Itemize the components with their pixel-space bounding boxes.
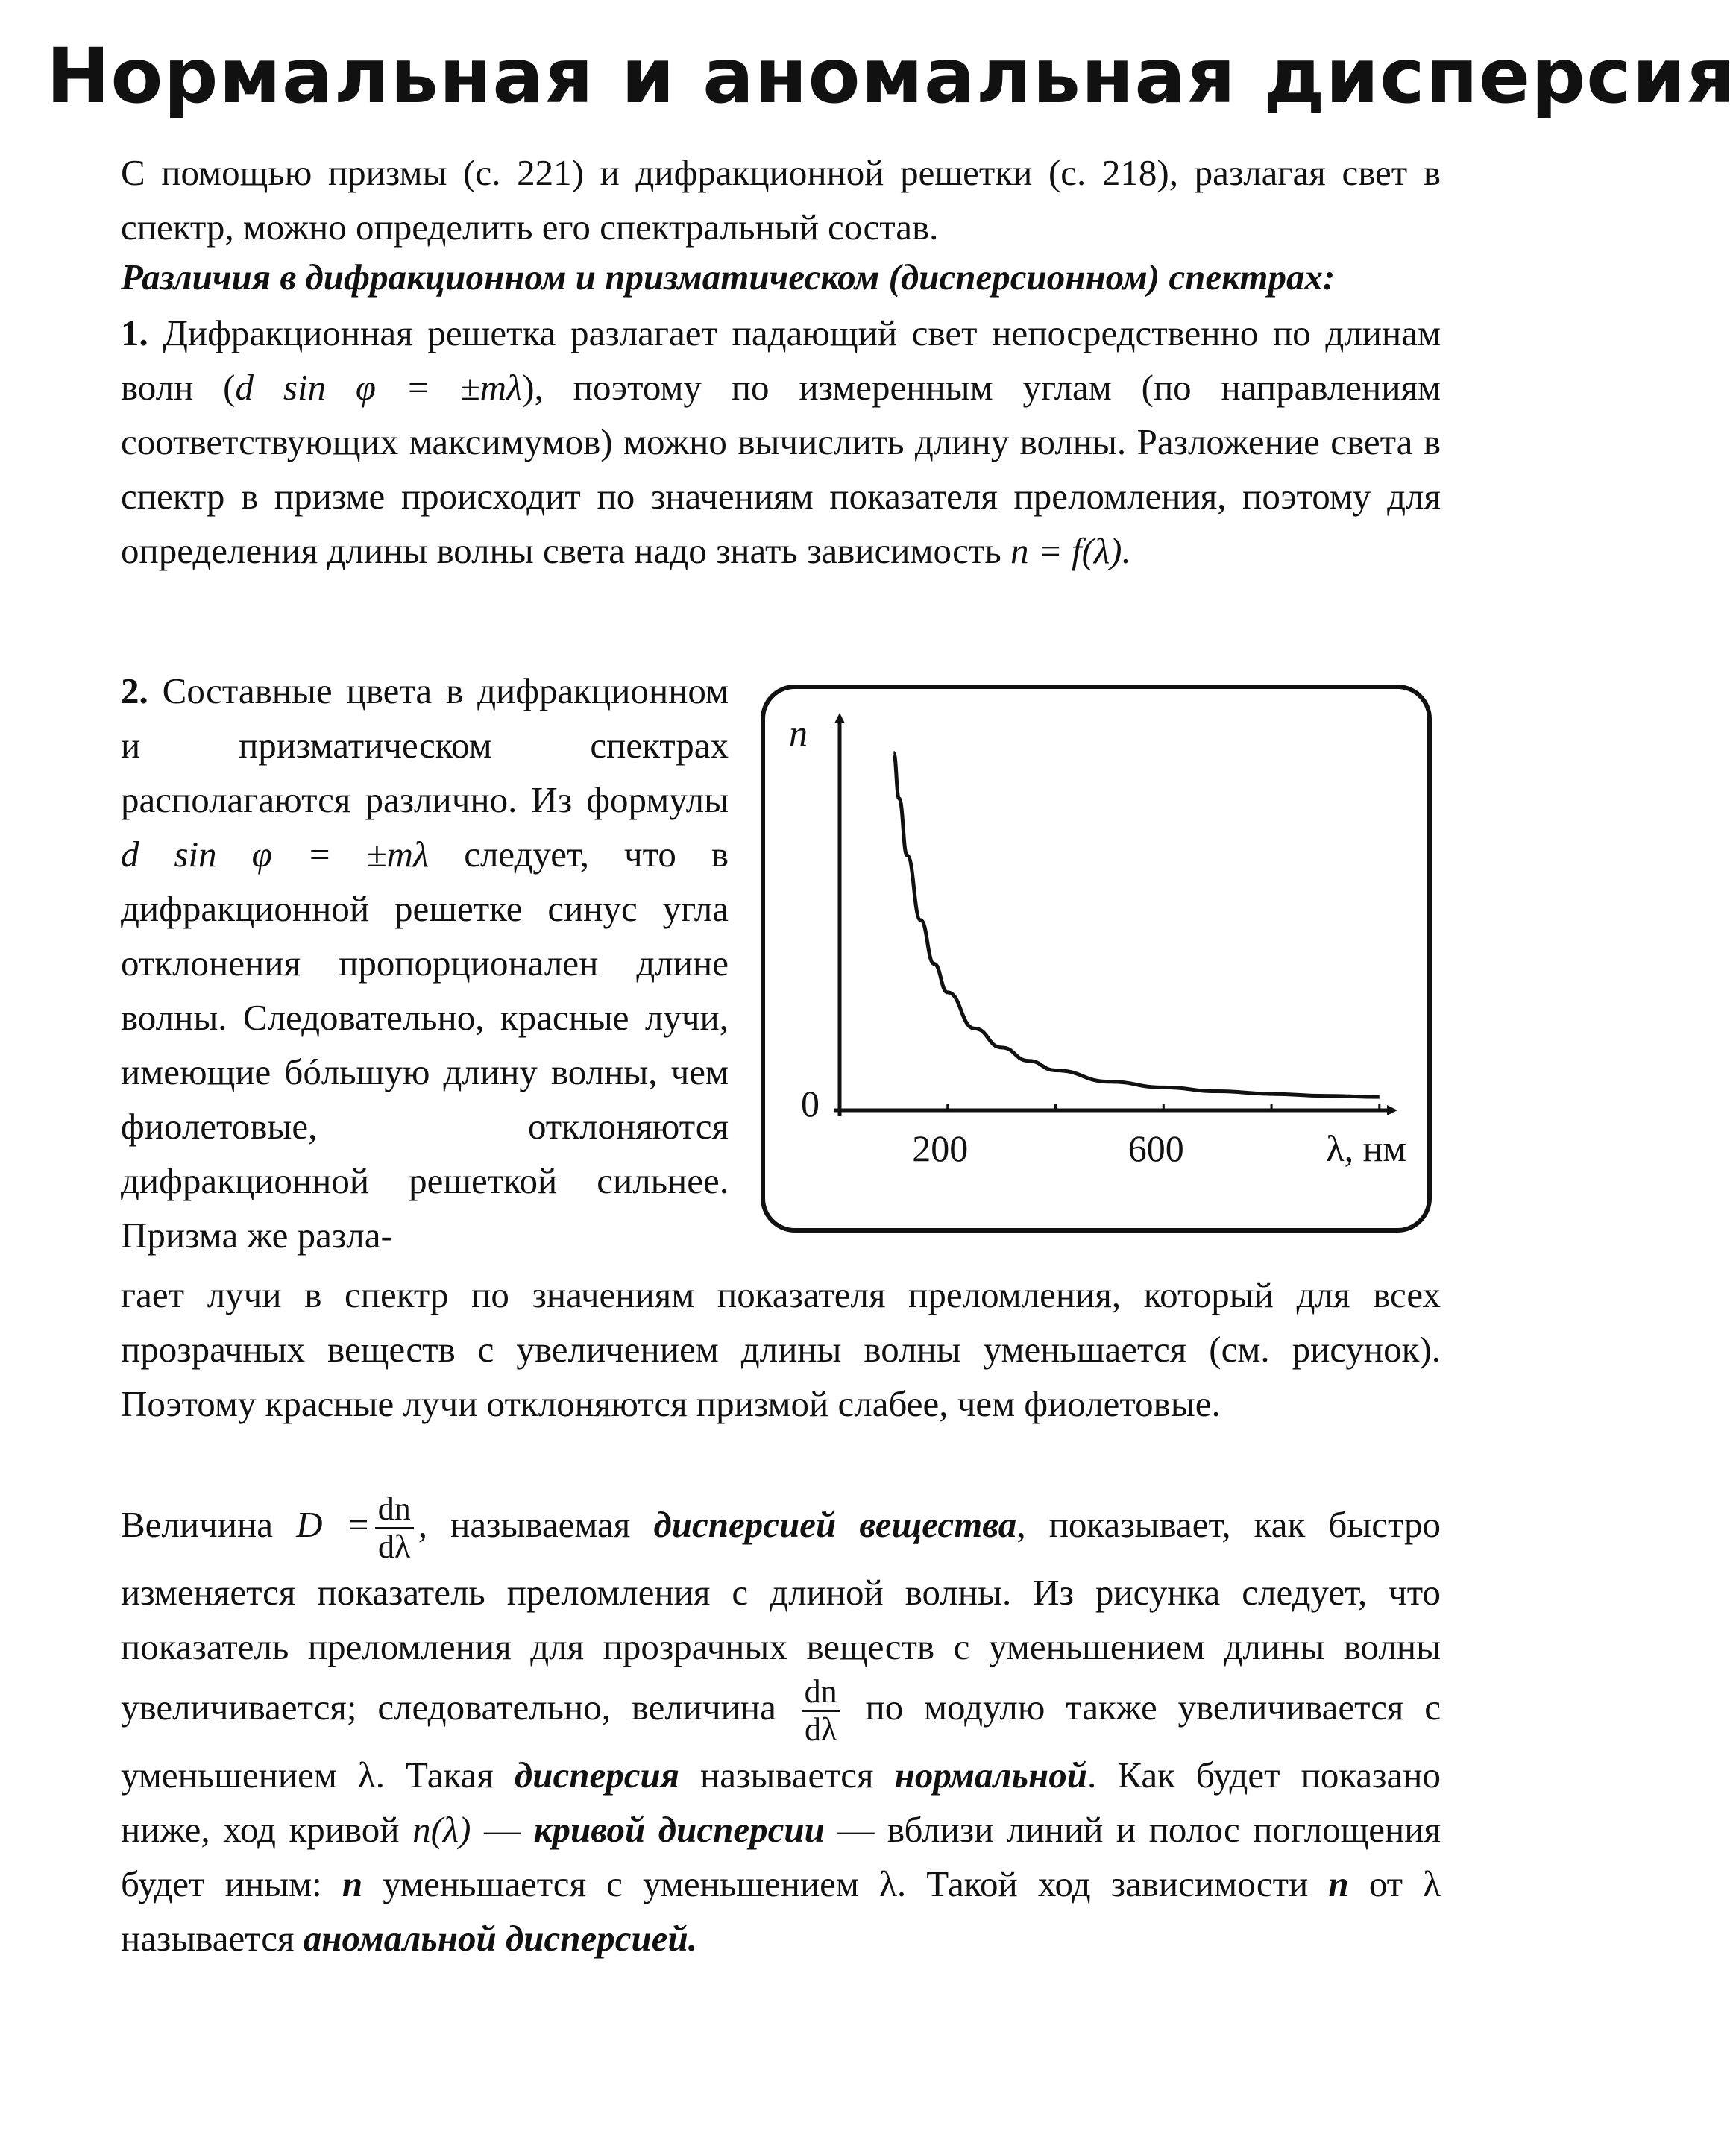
item-1-text-b: ), поэтому по измеренным углам (по направлениям соответствующих максимумов) можно вычислить длину волны. Разложение света в спектр в призме происходит по значениям показателя преломления, поэтому для определения длины волны света надо знать зависимость	[121, 367, 1441, 571]
differences-heading	[121, 250, 1441, 304]
item-1-text-a: Дифракционная решетка разлагает падающий свет непосредственно по длинам волн (	[121, 312, 1441, 408]
dispersion-var-n-2: n	[1328, 1863, 1349, 1904]
dispersion-term-4: кривой дисперсии	[533, 1809, 825, 1850]
x-tick-label-200: 200	[912, 1127, 969, 1169]
dispersion-formula-lhs: D =	[296, 1503, 371, 1545]
dispersion-fraction-2	[802, 1674, 840, 1748]
item-1-formula-2: n = f(λ).	[1010, 530, 1131, 571]
fraction-2-denominator: dλ	[805, 1711, 837, 1748]
dispersion-text-g: —	[484, 1809, 521, 1850]
dispersion-curve-name: n(λ)	[412, 1809, 471, 1850]
x-axis-label: λ, нм	[1326, 1127, 1406, 1169]
fraction-denominator: dλ	[378, 1529, 411, 1565]
item-1-formula: d sin φ = ±mλ	[235, 367, 523, 408]
item-2-text-b-continued: гает лучи в спектр по значениям показателя преломления, который для всех прозрачных веществ с увеличением длины волны уменьшается (см. рисунок). Поэтому красные лучи отклоняются призмой слабее, чем фиолетовые.	[121, 1274, 1441, 1424]
dispersion-text-e: называется	[700, 1755, 874, 1796]
dispersion-text-i: уменьшается с уменьшением λ. Такой ход зависимости	[383, 1863, 1309, 1904]
dispersion-text-j: от λ называется	[121, 1863, 1441, 1959]
dispersion-var-n: n	[342, 1863, 363, 1904]
x-tick-label-600: 600	[1128, 1127, 1184, 1169]
intro-paragraph: С помощью призмы (с. 221) и дифракционной решетки (с. 218), разлагая свет в спектр, можно определить его спектральный состав.	[121, 152, 1441, 248]
item-2-paragraph	[121, 664, 729, 1262]
item-1-number: 1.	[121, 312, 148, 353]
item-2-continuation	[121, 1268, 1441, 1431]
x-tick-labels	[912, 1127, 1184, 1169]
dispersion-fraction	[375, 1491, 414, 1565]
dispersion-text-a: Величина	[121, 1503, 273, 1545]
dispersion-text-h: — вблизи линий и полос поглощения будет иным:	[121, 1809, 1441, 1904]
dispersion-text-f: . Как будет показано ниже, ход кривой	[121, 1755, 1441, 1850]
fraction-2-numerator: dn	[802, 1674, 840, 1712]
dispersion-curve-figure	[761, 685, 1432, 1233]
fraction-numerator: dn	[375, 1491, 414, 1529]
dispersion-curve-line	[893, 753, 1379, 1098]
origin-label: 0	[801, 1083, 820, 1124]
dispersion-text-b: , называемая	[418, 1503, 631, 1545]
y-axis-label: n	[789, 712, 808, 754]
page-title: Нормальная и аномальная дисперсия	[46, 32, 1736, 121]
dispersion-term-2: дисперсия	[514, 1755, 679, 1796]
dispersion-text-c: , показывает, как быстро изменяется показатель преломления с длиной волны. Из рисунка следует, что показатель преломления для прозрачных веществ с уменьшением длины волны увеличивается; следовательно, величина	[121, 1503, 1441, 1728]
item-2-text-b: следует, что в дифракционной решетке синус угла отклонения пропорционален длине волны. Следовательно, красные лучи, имеющие бóльшую длину волны, чем фиолетовые, отклоняются дифракционной решеткой сильнее. Призма же разла-	[121, 834, 729, 1256]
dispersion-term-3: нормальной	[894, 1755, 1087, 1796]
dispersion-curve-chart	[765, 689, 1427, 1228]
item-2-formula: d sin φ = ±mλ	[121, 834, 430, 875]
dispersion-text-d: по модулю также увеличивается с уменьшением λ. Такая	[121, 1686, 1441, 1796]
item-2-number: 2.	[121, 670, 148, 711]
dispersion-term-5: аномальной дисперсией.	[303, 1918, 698, 1959]
item-1-paragraph	[121, 306, 1441, 578]
dispersion-paragraph	[121, 1491, 1441, 1966]
dispersion-term: дисперсией вещества	[653, 1503, 1017, 1545]
differences-heading-text: Различия в дифракционном и призматическом (дисперсионном) спектрах:	[121, 257, 1336, 298]
item-2-text-a: Составные цвета в дифракционном и призматическом спектрах располагаются различно. Из формулы	[121, 670, 729, 820]
